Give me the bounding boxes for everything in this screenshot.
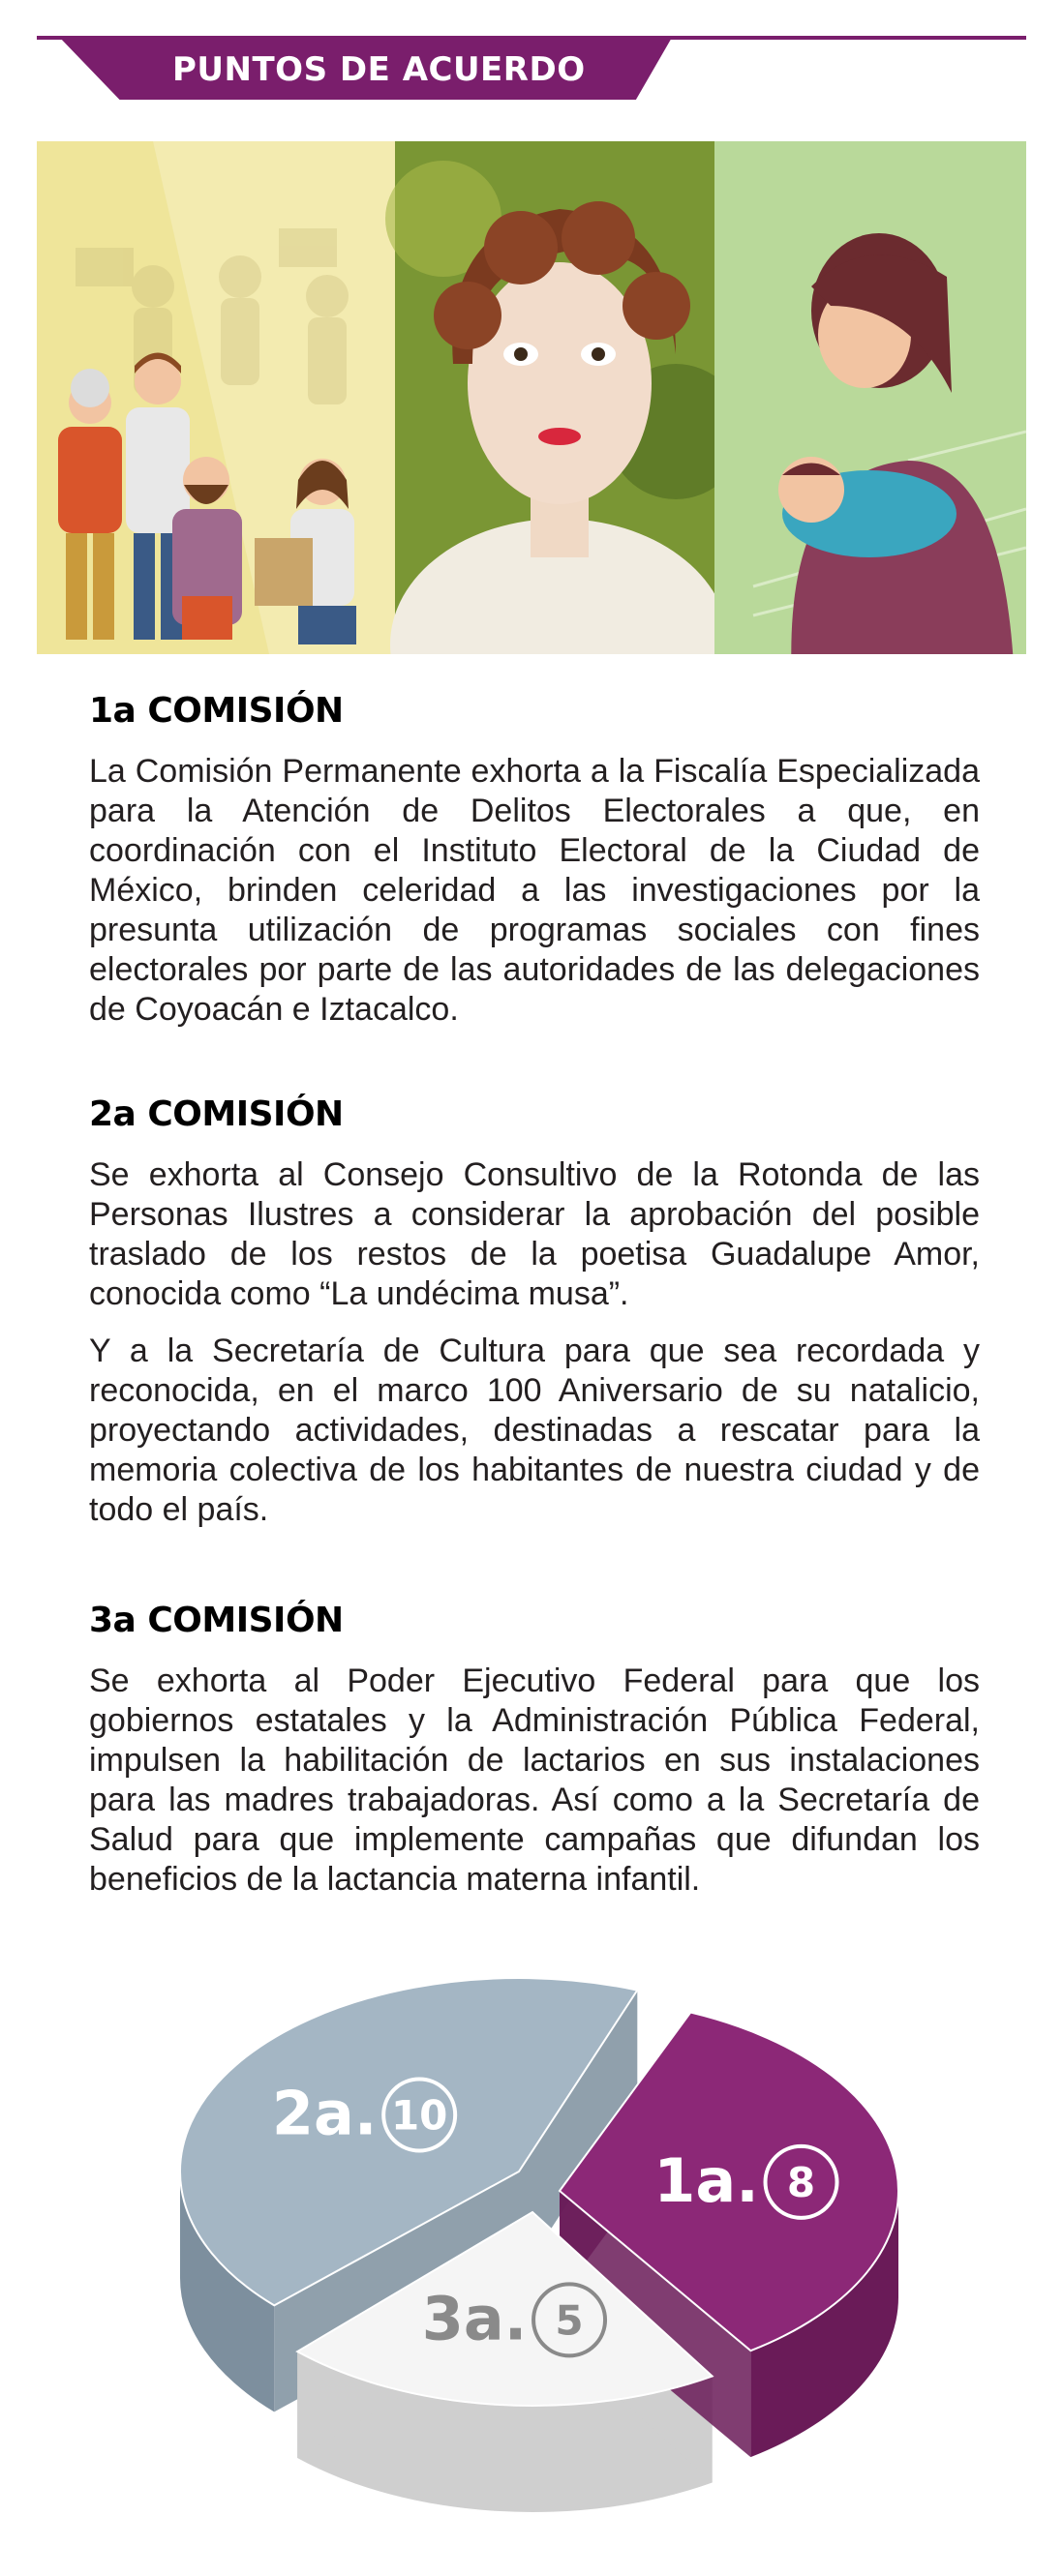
page-title: PUNTOS DE ACUERDO xyxy=(172,50,586,89)
pie-label-3: 3a. xyxy=(421,2283,528,2354)
section-paragraph: La Comisión Permanente exhorta a la Fiscalía Especializada para la Atención de Delitos Electorales a que, en coordinación con el Instituto Electoral de la Ciudad de México, brinden celeridad a las investigaciones por la presunta utilización de programas sociales con fines electorales por parte de las autoridades de las delegaciones de Coyoacán e Iztacalco. xyxy=(89,753,980,1028)
pie-label-2: 2a. xyxy=(271,2078,378,2149)
section-title: 2a COMISIÓN xyxy=(89,1094,344,1134)
banner-artwork xyxy=(37,141,1026,654)
header xyxy=(0,0,1063,106)
pie-chart xyxy=(174,1945,910,2545)
section-2 xyxy=(89,1094,980,1547)
section-paragraph: Se exhorta al Poder Ejecutivo Federal para que los gobiernos estatales y la Administración Pública Federal, impulsen la habilitación de lactarios en sus instalaciones para las madres trabajadoras. Así como a la Secretaría de Salud para que implemente campañas que difundan los beneficios de la lactancia materna infantil. xyxy=(89,1662,980,1898)
section-3 xyxy=(89,1601,980,1917)
section-1 xyxy=(89,691,980,1047)
pie-value-1: 8 xyxy=(786,2158,816,2206)
section-paragraph: Y a la Secretaría de Cultura para que sea recordada y reconocida, en el marco 100 Aniversario de su natalicio, proyectando actividades, destinadas a rescatar para la memoria colectiva de los habitantes de nuestra ciudad y de todo el país. xyxy=(89,1333,980,1528)
pie-label-1: 1a. xyxy=(653,2144,759,2216)
pie-value-3: 5 xyxy=(555,2296,584,2345)
section-paragraph: Se exhorta al Consejo Consultivo de la Rotonda de las Personas Ilustres a considerar la aprobación del posible traslado de los restos de la poetisa Guadalupe Amor, conocida como “La undécima musa”. xyxy=(89,1156,980,1312)
pie-value-2: 10 xyxy=(390,2091,448,2140)
section-title: 1a COMISIÓN xyxy=(89,691,344,731)
banner-illustration xyxy=(37,141,1026,654)
section-title: 3a COMISIÓN xyxy=(89,1601,344,1640)
